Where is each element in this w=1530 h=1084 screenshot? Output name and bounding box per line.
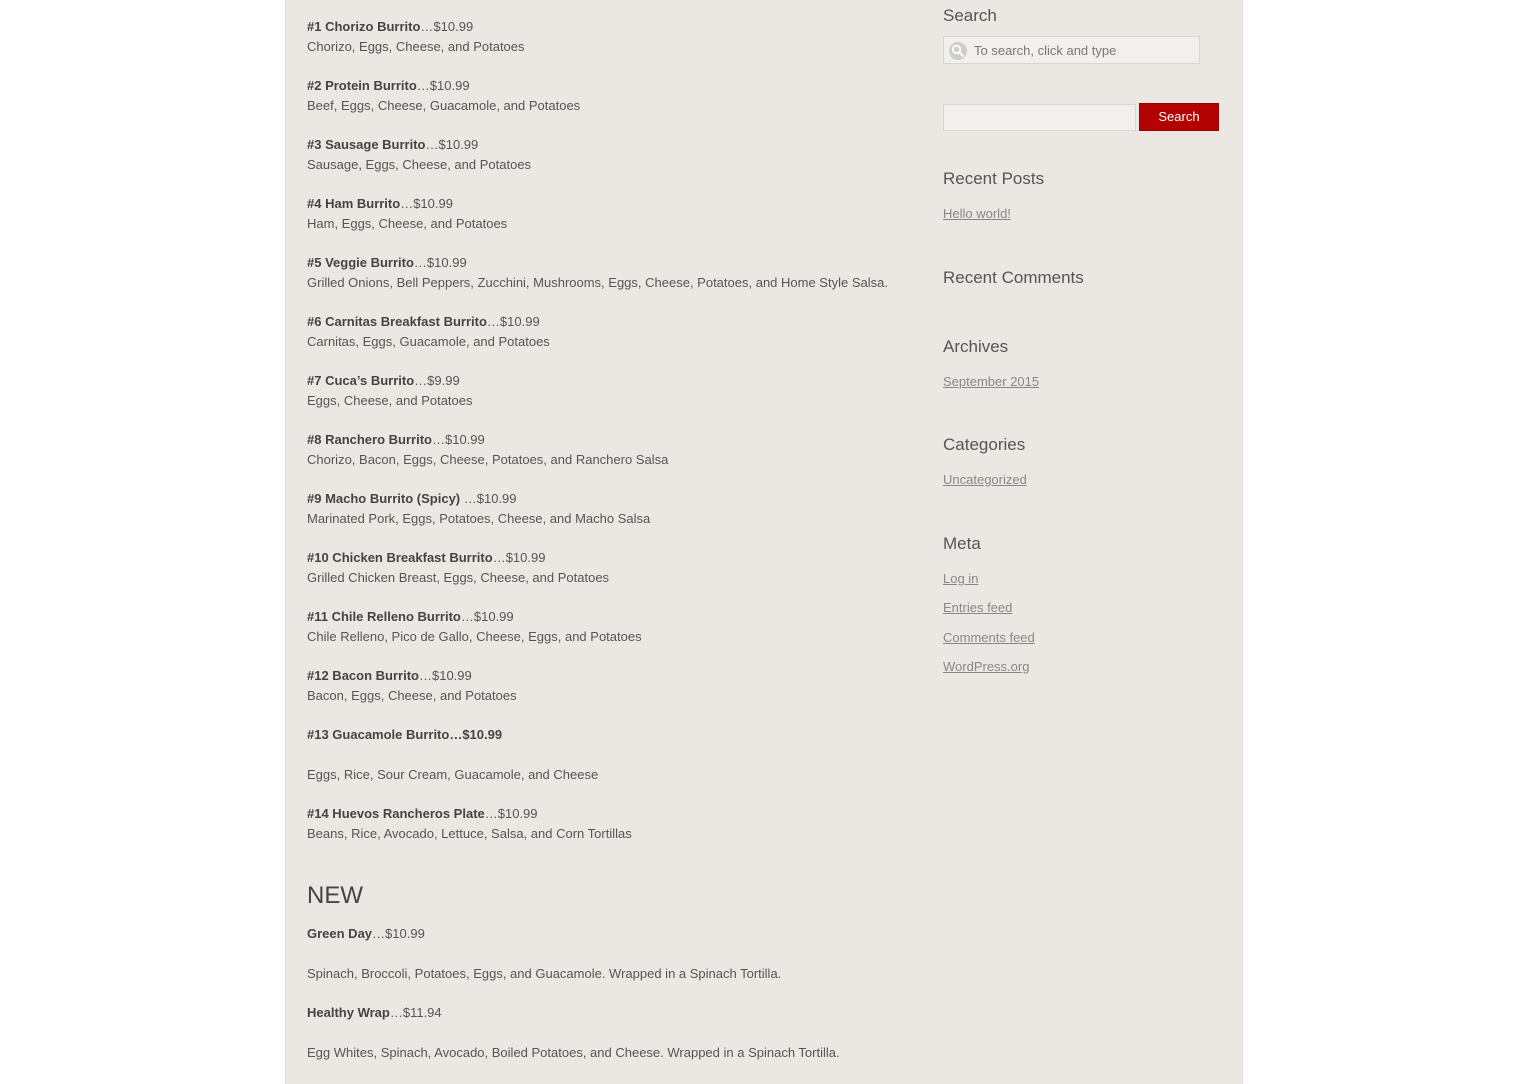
menu-item (307, 371, 473, 411)
menu-item-description: Sausage, Eggs, Cheese, and Potatoes (307, 157, 532, 172)
meta-link-entries-feed[interactable]: Entries feed (943, 600, 1013, 615)
menu-item-name: #10 Chicken Breakfast Burrito (307, 550, 493, 565)
menu-item-name: #1 Chorizo Burrito (307, 19, 421, 34)
menu-item-price: …$10.99 (486, 314, 540, 329)
menu-item (307, 489, 650, 529)
menu-item-name: #4 Ham Burrito (307, 196, 401, 211)
menu-item-description: Ham, Eggs, Cheese, and Potatoes (307, 216, 508, 231)
menu-item-name: #12 Bacon Burrito (307, 668, 419, 683)
menu-item (307, 924, 781, 984)
menu-item-name: #2 Protein Burrito (307, 78, 417, 93)
widget-title-categories: Categories (943, 435, 1026, 454)
widget-title-search: Search (943, 6, 997, 25)
menu-item (307, 253, 888, 293)
menu-item-name: #11 Chile Relleno Burrito (307, 609, 461, 624)
menu-item (307, 430, 668, 470)
menu-item-price: …$10.99 (484, 806, 538, 821)
menu-item-description: Chile Relleno, Pico de Gallo, Cheese, Eggs, and Potatoes (307, 629, 642, 644)
meta-link-wordpress[interactable]: WordPress.org (943, 659, 1030, 674)
menu-item-name: #14 Huevos Rancheros Plate (307, 806, 485, 821)
menu-item-name: #8 Ranchero Burrito (307, 432, 432, 447)
menu-item (307, 194, 507, 234)
menu-item-description: Eggs, Rice, Sour Cream, Guacamole, and Cheese (307, 767, 599, 782)
menu-item-description: Beef, Eggs, Cheese, Guacamole, and Potatoes (307, 98, 581, 113)
menu-item-price: …$10.99 (418, 668, 472, 683)
menu-item (307, 1003, 840, 1063)
menu-item (307, 17, 525, 57)
search-button[interactable]: Search (1139, 103, 1219, 131)
menu-item-name: #9 Macho Burrito (Spicy) (307, 491, 461, 506)
menu-item-price: …$10.99 (425, 137, 479, 152)
menu-item-name: #7 Cuca’s Burrito (307, 373, 415, 388)
search-field[interactable] (943, 104, 1136, 131)
menu-item-description: Grilled Onions, Bell Peppers, Zucchini, Mushrooms, Eggs, Cheese, Potatoes, and Home Style Salsa. (307, 275, 888, 290)
menu-item-name: Green Day (307, 926, 373, 941)
menu-item-price: …$10.99 (400, 196, 453, 211)
menu-item-description: Egg Whites, Spinach, Avocado, Boiled Potatoes, and Cheese. Wrapped in a Spinach Tortilla. (307, 1045, 840, 1060)
widget-title-recent-comments: Recent Comments (943, 268, 1084, 287)
menu-item-description: Marinated Pork, Eggs, Potatoes, Cheese, and Macho Salsa (307, 511, 651, 526)
menu-item-description: Beans, Rice, Avocado, Lettuce, Salsa, and Corn Tortillas (307, 826, 632, 841)
menu-item-price: …$9.99 (414, 373, 460, 388)
search-box[interactable] (943, 36, 1200, 64)
section-title-new: NEW (307, 882, 363, 909)
menu-item-name: Healthy Wrap (307, 1005, 390, 1020)
menu-item-name: #6 Carnitas Breakfast Burrito (307, 314, 487, 329)
menu-item (307, 312, 550, 352)
menu-item-description: Eggs, Cheese, and Potatoes (307, 393, 473, 408)
archive-link[interactable]: September 2015 (943, 374, 1040, 389)
widget-title-recent-posts: Recent Posts (943, 169, 1045, 188)
menu-item-description: Grilled Chicken Breast, Eggs, Cheese, and Potatoes (307, 570, 610, 585)
menu-item-price: …$10.99 (460, 491, 517, 506)
category-link[interactable]: Uncategorized (943, 472, 1027, 487)
menu-item-price: …$10.99 (492, 550, 546, 565)
menu-item-price: …$10.99 (413, 255, 467, 270)
menu-item (307, 607, 642, 647)
menu-item-price: …$10.99 (416, 78, 470, 93)
menu-item-description: Chorizo, Bacon, Eggs, Cheese, Potatoes, and Ranchero Salsa (307, 452, 669, 467)
menu-item-name: #13 Guacamole Burrito…$10.99 (307, 727, 503, 742)
page-container (285, 0, 1243, 1084)
menu-item-description: Bacon, Eggs, Cheese, and Potatoes (307, 688, 517, 703)
menu-item-name: #3 Sausage Burrito (307, 137, 426, 152)
menu-item-price: …$11.94 (389, 1005, 442, 1020)
menu-item-price: …$10.99 (431, 432, 485, 447)
menu-item (307, 76, 580, 116)
widget-title-meta: Meta (943, 534, 981, 553)
menu-item (307, 804, 632, 844)
meta-link-comments-feed[interactable]: Comments feed (943, 630, 1035, 645)
meta-link-login[interactable]: Log in (943, 571, 979, 586)
menu-item (307, 666, 517, 706)
menu-item-name: #5 Veggie Burrito (307, 255, 414, 270)
menu-item-price: …$10.99 (460, 609, 514, 624)
recent-post-link[interactable]: Hello world! (943, 206, 1011, 221)
menu-item-price: …$10.99 (420, 19, 474, 34)
widget-title-archives: Archives (943, 337, 1009, 356)
menu-item-description: Carnitas, Eggs, Guacamole, and Potatoes (307, 334, 550, 349)
search-icon (949, 42, 967, 60)
menu-item-description: Spinach, Broccoli, Potatoes, Eggs, and Guacamole. Wrapped in a Spinach Tortilla. (307, 966, 782, 981)
search-input[interactable] (974, 40, 1194, 60)
menu-item-description: Chorizo, Eggs, Cheese, and Potatoes (307, 39, 525, 54)
menu-item (307, 548, 609, 588)
menu-item (307, 725, 598, 785)
menu-item-price: …$10.99 (372, 926, 425, 941)
menu-item (307, 135, 531, 175)
